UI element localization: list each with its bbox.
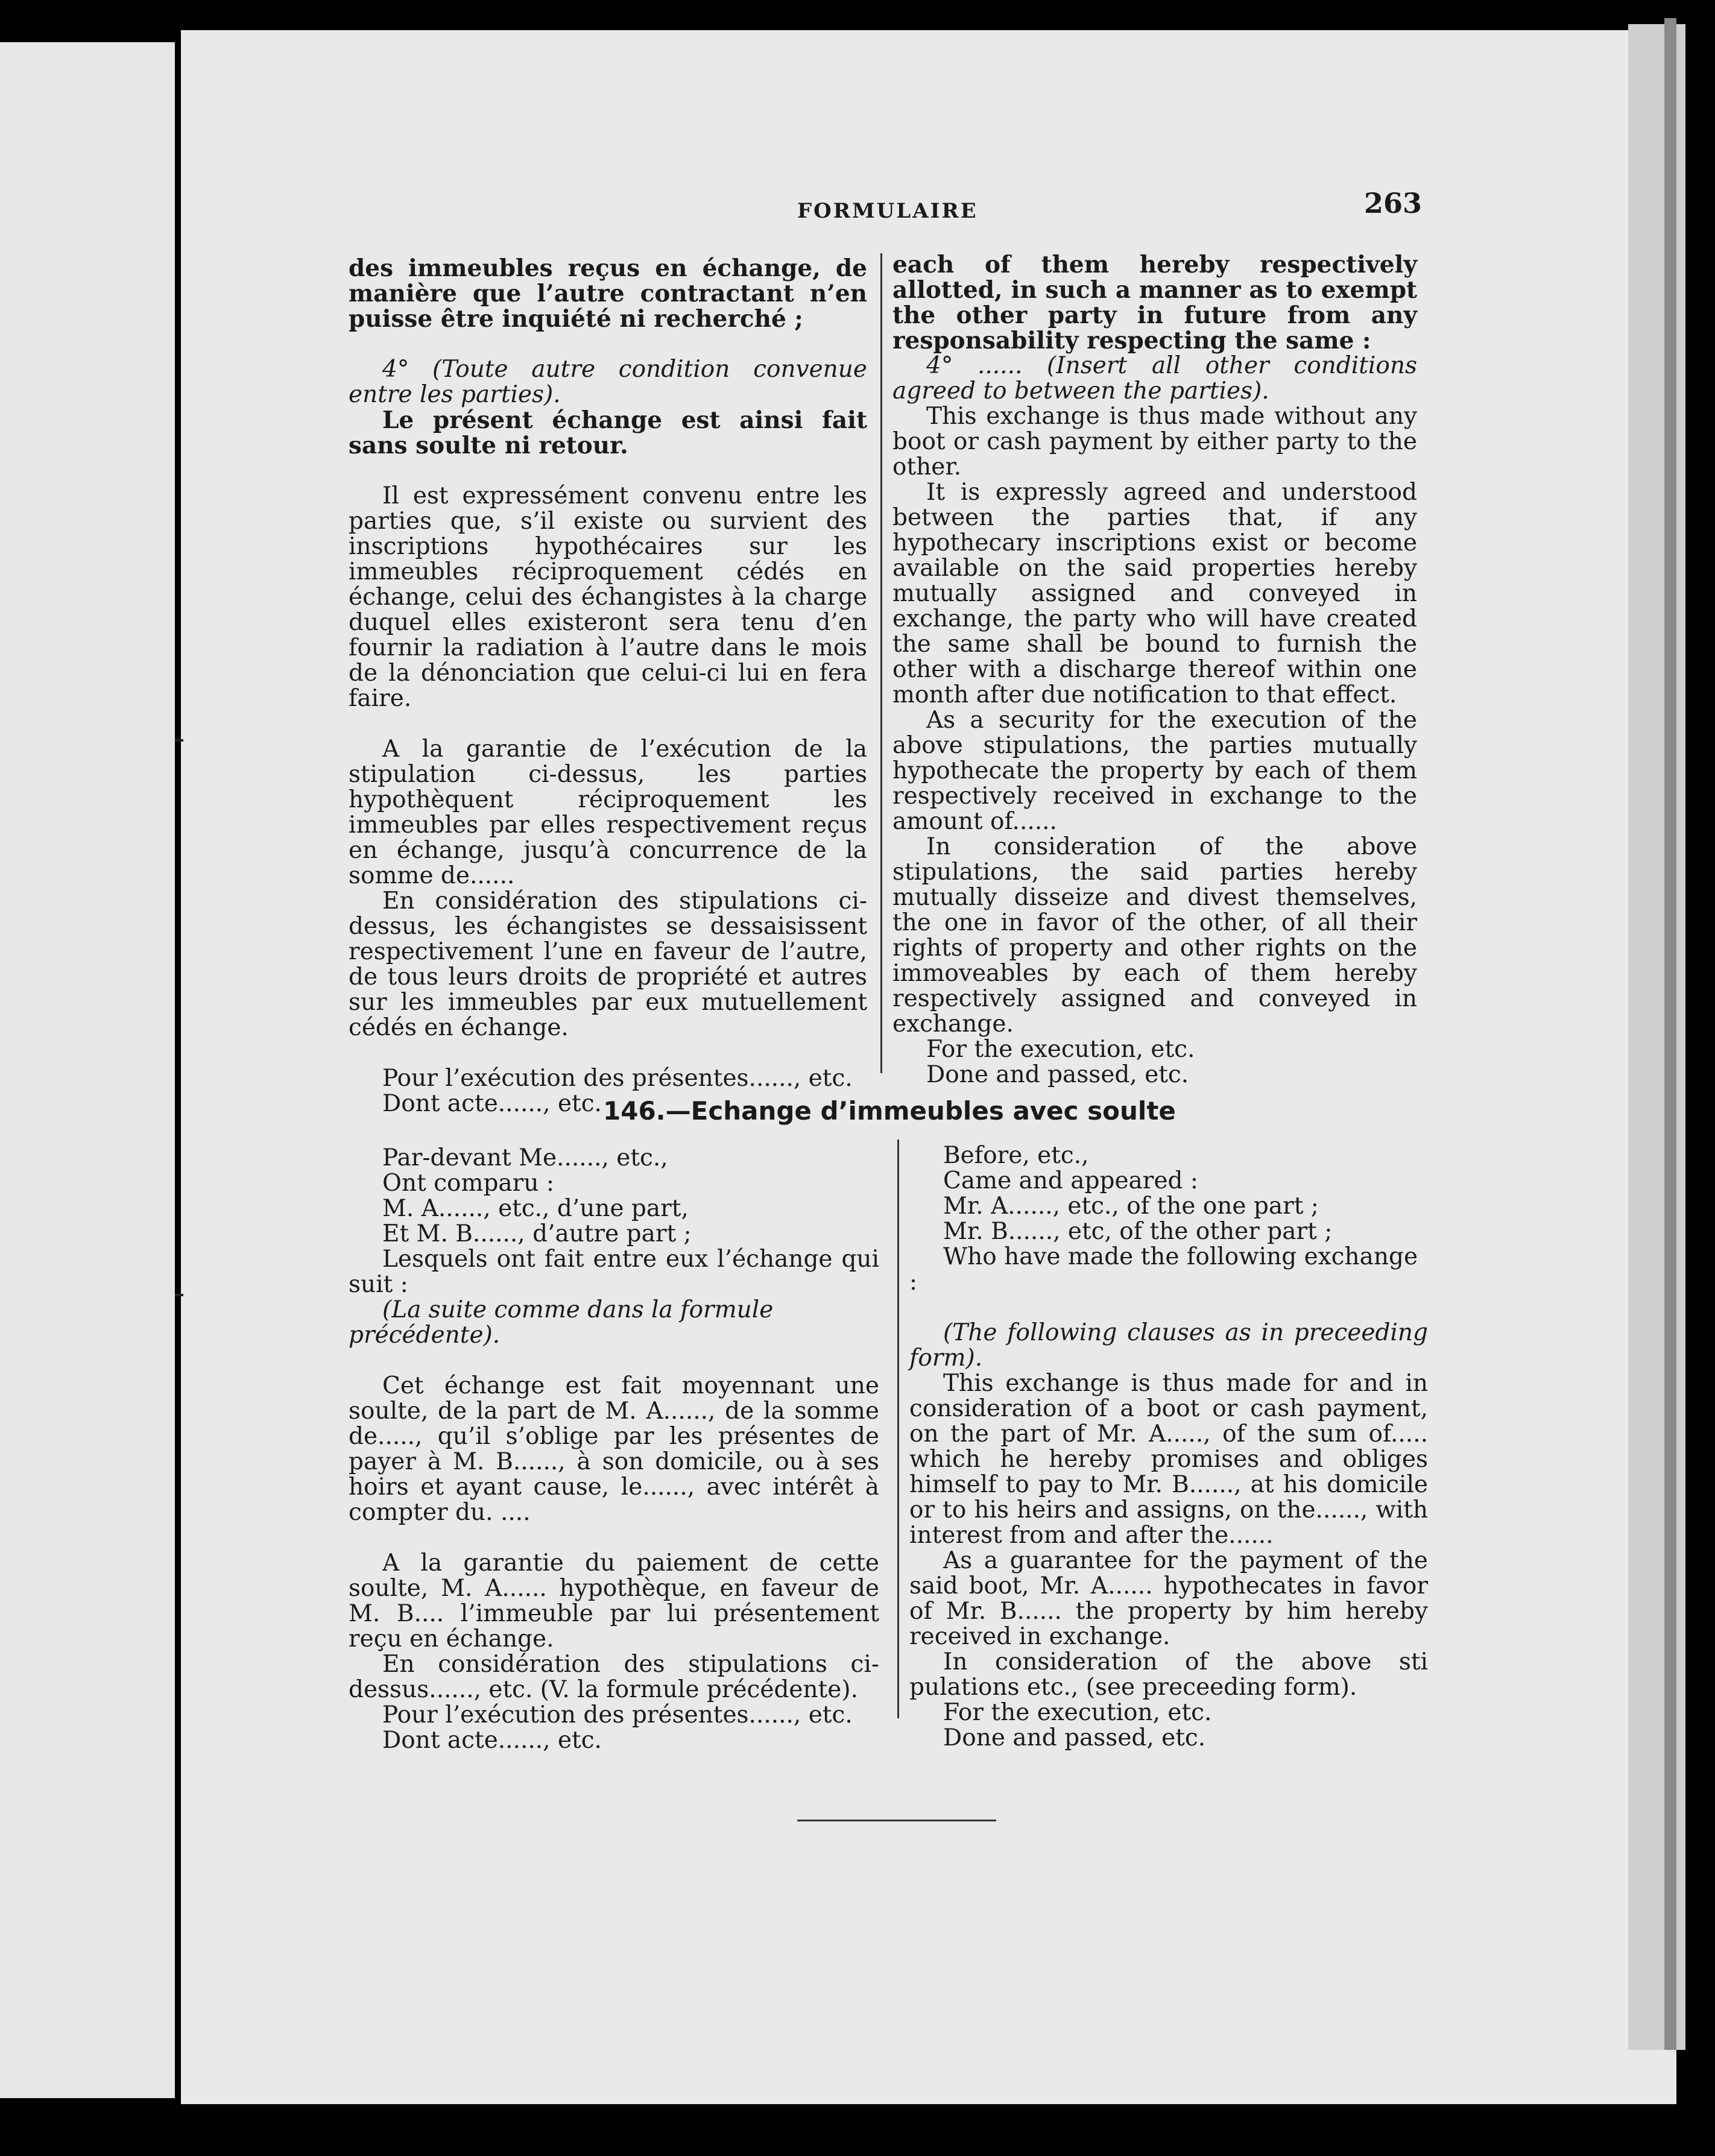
paragraph: 4° (Toute autre condition convenue entre les parties). <box>349 356 867 408</box>
paragraph: M. A......, etc., d’une part, <box>382 1195 689 1222</box>
margin-mark <box>175 1294 183 1296</box>
paragraph: Ont comparu : <box>382 1170 554 1197</box>
paragraph: Et M. B......, d’autre part ; <box>382 1220 692 1247</box>
paragraph: Who have made the following exchange : <box>909 1243 1418 1296</box>
paragraph: (The following clauses as in preceeding form). <box>909 1319 1428 1372</box>
column-rule <box>880 253 882 1073</box>
section-title <box>603 1096 1176 1126</box>
paragraph: Lesquels ont fait entre eux l’échange qui suit : <box>349 1246 879 1298</box>
paragraph: En considération des stipulations ci-dessus, les échangistes se dessaisissent respectivement l’une en faveur de l’autre, de tous leurs droits de propriété et autres sur les immeubles par eux mutuellement cédés en échange. <box>349 887 867 1041</box>
paragraph: Dont acte......, etc. <box>382 1090 602 1117</box>
paragraph: des immeubles reçus en échange, de manière que l’autre contractant n’en puisse être inquiété ni recherché ; <box>349 254 867 333</box>
bottom-right-column <box>909 1143 1428 1751</box>
running-title: FORMULAIRE <box>797 199 978 223</box>
paragraph: (La suite comme dans la formule précédente). <box>349 1296 774 1349</box>
end-rule <box>797 1820 996 1821</box>
page-edge <box>1628 24 1685 2050</box>
paragraph: Le présent échange est ainsi fait sans soulte ni retour. <box>349 406 867 459</box>
paragraph: A la garantie du paiement de cette soulte, M. A...... hypothèque, en faveur de M. B.... l’immeuble par lui présentement reçu en échange. <box>349 1549 879 1653</box>
paragraph: For the execution, etc. <box>926 1036 1195 1063</box>
paragraph: In consideration of the above stipulations, the said parties hereby mutually disseize and divest themselves, the one in favor of the other, of all their rights of property and other rights on the immoveables by each of them hereby respectively assigned and conveyed in exchange. <box>892 833 1417 1038</box>
paragraph: Mr. B......, etc, of the other part ; <box>943 1218 1333 1245</box>
page-number: 263 <box>1364 187 1423 219</box>
paragraph: Pour l’exécution des présentes......, etc. <box>382 1701 853 1729</box>
paragraph: It is expressly agreed and understood between the parties that, if any hypothecary inscriptions exist or become available on the said properties hereby mutually assigned and conveyed in exchange, the party who will have created the same shall be bound to furnish the other with a discharge thereof within one month after due notification to that effect. <box>892 479 1417 708</box>
paragraph: Done and passed, etc. <box>926 1061 1189 1088</box>
paragraph: Il est expressément convenu entre les parties que, s’il existe ou survient des inscriptions hypothécaires sur les immeubles réciproquement cédés en échange, celui des échangistes à la charge duquel elles existeront sera tenu d’en fournir la radiation à l’autre dans le mois de la dénonciation que celui-ci lui en fera faire. <box>349 482 867 712</box>
paragraph: 4° ...... (Insert all other conditions agreed to between the parties). <box>892 352 1417 405</box>
top-left-column <box>349 256 867 1117</box>
paragraph: Before, etc., <box>943 1142 1089 1169</box>
paragraph: This exchange is thus made without any boot or cash payment by either party to the other. <box>892 403 1417 481</box>
paragraph: Came and appeared : <box>943 1167 1199 1194</box>
paragraph: As a security for the execution of the above stipulations, the parties mutually hypothecate the property by each of them respectively received in exchange to the amount of...... <box>892 707 1417 835</box>
section-number: 146. <box>603 1096 666 1126</box>
column-rule <box>897 1139 899 1718</box>
paragraph: Pour l’exécution des présentes......, etc. <box>382 1065 853 1092</box>
paragraph: each of them hereby respectively allotted, in such a manner as to exempt the other party in future from any responsability respecting the same : <box>892 251 1417 355</box>
paragraph: A la garantie de l’exécution de la stipulation ci-dessus, les parties hypothèquent réciproquement les immeubles par elles respectivement reçus en échange, jusqu’à concurrence de la somme de...... <box>349 736 867 889</box>
section-title-text: —Echange d’immeubles avec soulte <box>665 1096 1176 1126</box>
paragraph: Cet échange est fait moyennant une soulte, de la part de M. A......, de la somme de....., qu’il s’oblige par les présentes de payer à M. B......, à son domicile, ou à ses hoirs et ayant cause, le......, avec intérêt à compter du. .... <box>349 1372 879 1526</box>
bottom-left-column <box>349 1146 879 1753</box>
paragraph: En considération des stipulations ci-dessus......, etc. (V. la formule précédente). <box>349 1651 879 1703</box>
facing-page-strip <box>0 42 175 2098</box>
paragraph: This exchange is thus made for and in consideration of a boot or cash payment, on the part of Mr. A....., of the sum of..... which he hereby promises and obliges himself to pay to Mr. B......, at his domicile or to his heirs and assigns, on the......, with interest from and after the...... <box>909 1370 1428 1549</box>
paragraph: Mr. A......, etc., of the one part ; <box>943 1193 1319 1220</box>
top-right-column <box>892 252 1417 1088</box>
paragraph: Par-devant Me......, etc., <box>382 1144 668 1171</box>
page-edge-shadow <box>1664 18 1676 2050</box>
paragraph: For the execution, etc. <box>943 1699 1212 1726</box>
paragraph: As a guarantee for the payment of the said boot, Mr. A...... hypothecates in favor of Mr. B...... the property by him hereby received in exchange. <box>909 1547 1428 1650</box>
paragraph: Done and passed, etc. <box>943 1724 1206 1751</box>
paragraph: In consideration of the above sti pulations etc., (see preceeding form). <box>909 1648 1428 1701</box>
margin-mark <box>175 739 183 742</box>
paragraph: Dont acte......, etc. <box>382 1727 602 1754</box>
